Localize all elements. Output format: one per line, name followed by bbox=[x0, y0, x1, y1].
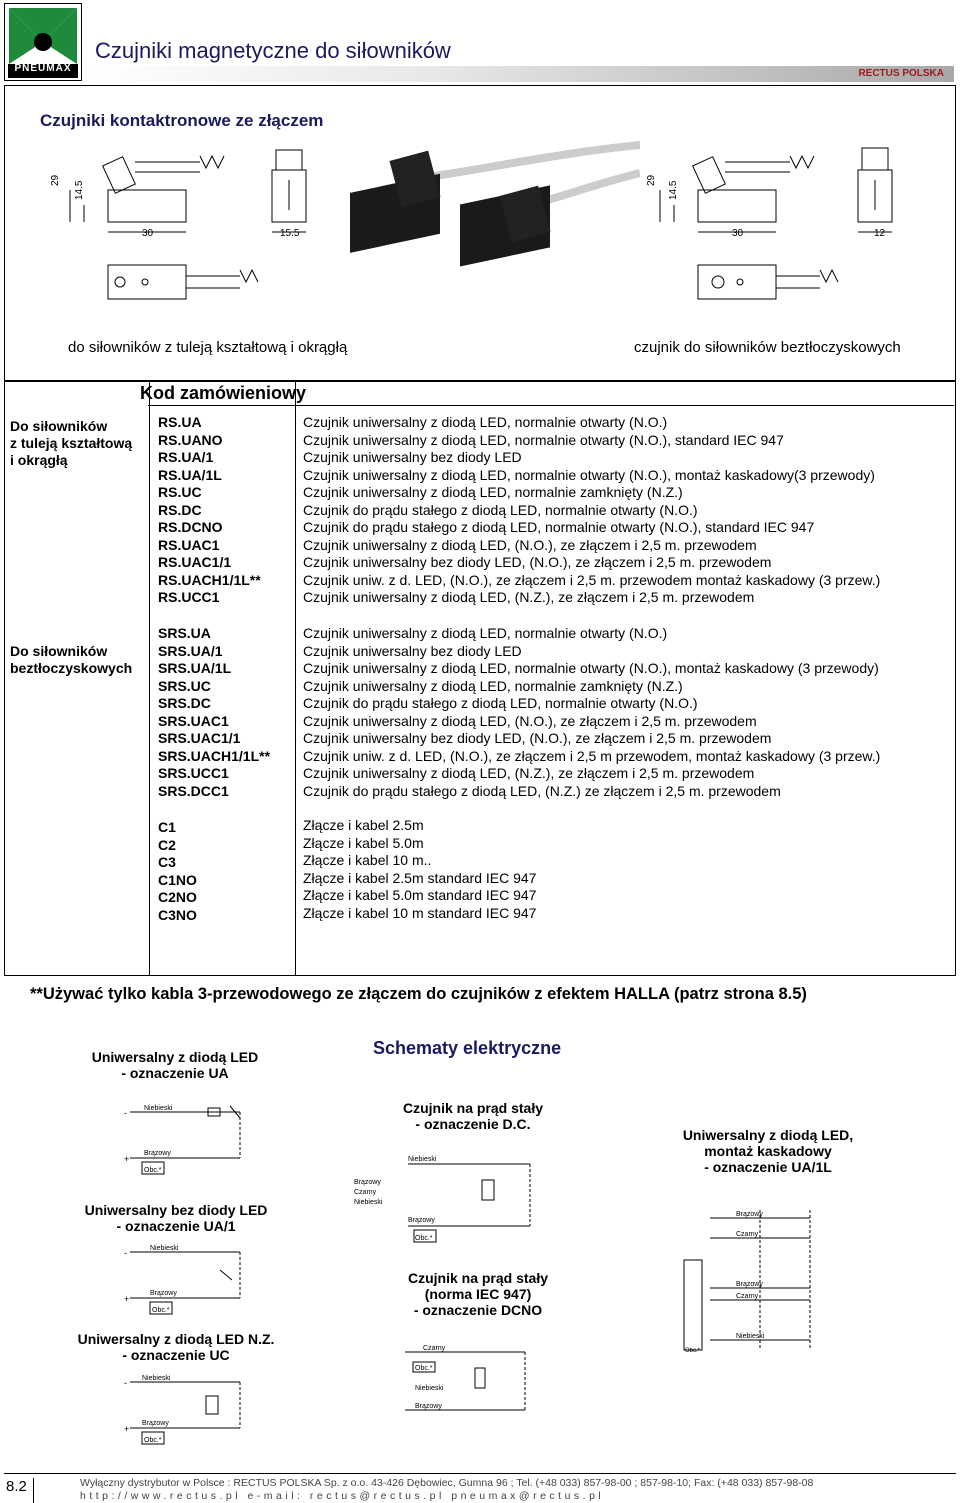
code-item: RS.UACH1/1L** bbox=[158, 571, 261, 588]
schematics-title: Schematy elektryczne bbox=[373, 1038, 562, 1058]
schem-dc-title: Czujnik na prąd stały - oznaczenie D.C. bbox=[402, 1100, 544, 1132]
dim-30: 30 bbox=[142, 228, 154, 239]
desc-item: Czujnik do prądu stałego z diodą LED, normalnie otwarty (N.O.), standard IEC 947 bbox=[303, 519, 815, 535]
left-drawing bbox=[50, 140, 370, 310]
svg-text:Brązowy: Brązowy bbox=[354, 1179, 381, 1186]
desc-item: Czujnik uniwersalny bez diody LED, (N.O.), ze złączem i 2,5 m. przewodem bbox=[303, 730, 772, 746]
svg-text:Niebieski: Niebieski bbox=[142, 1375, 171, 1382]
code-item: RS.UAC1/1 bbox=[158, 554, 232, 570]
desc-item: Złącze i kabel 10 m standard IEC 947 bbox=[303, 904, 537, 921]
code-item: C2 bbox=[158, 836, 176, 853]
schem-ua-title: Uniwersalny z diodą LED - oznaczenie UA bbox=[91, 1049, 259, 1081]
caption-right: czujnik do siłowników beztłoczyskowych bbox=[634, 339, 901, 356]
desc-item: Czujnik do prądu stałego z diodą LED, normalnie otwarty (N.O.) bbox=[303, 695, 698, 711]
desc-item: Czujnik uniwersalny bez diody LED bbox=[303, 449, 522, 465]
desc-item: Złącze i kabel 10 m.. bbox=[303, 852, 432, 868]
desc-item: Złącze i kabel 2.5m standard IEC 947 bbox=[303, 869, 537, 886]
page-number: 8.2 bbox=[6, 1478, 34, 1503]
section-title: Czujniki kontaktronowe ze złączem bbox=[40, 111, 324, 130]
table-header-line bbox=[148, 405, 954, 406]
svg-text:Brązowy: Brązowy bbox=[736, 1211, 763, 1218]
dim-29: 29 bbox=[50, 174, 61, 186]
group2-descriptions bbox=[303, 625, 880, 800]
svg-text:Czarny: Czarny bbox=[354, 1189, 377, 1196]
svg-text:Obc.*: Obc.* bbox=[152, 1307, 170, 1314]
dim-29-right: 29 bbox=[646, 174, 657, 186]
desc-item: Czujnik uniwersalny z diodą LED, (N.O.), ze złączem i 2,5 m. przewodem bbox=[303, 712, 757, 729]
code-item: RS.UA/1L bbox=[158, 466, 222, 483]
desc-item: Czujnik uniwersalny z diodą LED, normalnie zamknięty (N.Z.) bbox=[303, 677, 683, 694]
svg-text:Niebieski: Niebieski bbox=[408, 1156, 437, 1163]
schem-uc-title: Uniwersalny z diodą LED N.Z. - oznaczenie UC bbox=[77, 1331, 275, 1363]
load-label: Obc.* bbox=[144, 1167, 162, 1174]
svg-text:-: - bbox=[124, 1378, 127, 1388]
svg-text:Czarny: Czarny bbox=[736, 1293, 759, 1300]
desc-item: Czujnik uniwersalny bez diody LED, (N.O.), ze złączem i 2,5 m. przewodem bbox=[303, 554, 772, 570]
svg-text:Brązowy: Brązowy bbox=[150, 1290, 177, 1297]
svg-text:+: + bbox=[124, 1424, 130, 1434]
schem-dcno-title: Czujnik na prąd stały (norma IEC 947) - oznaczenie DCNO bbox=[407, 1270, 549, 1318]
svg-text:Brązowy: Brązowy bbox=[408, 1217, 435, 1224]
dim-12-right: 12 bbox=[874, 228, 886, 239]
code-item: C3 bbox=[158, 854, 176, 870]
svg-text:Brązowy: Brązowy bbox=[142, 1420, 169, 1427]
group3-descriptions bbox=[303, 817, 536, 922]
desc-item: Czujnik uniwersalny z diodą LED, (N.O.), ze złączem i 2,5 m. przewodem bbox=[303, 536, 757, 553]
code-item: RS.UA bbox=[158, 414, 202, 430]
code-item: RS.DC bbox=[158, 501, 202, 518]
desc-item: Czujnik uniwersalny z diodą LED, normalnie zamknięty (N.Z.) bbox=[303, 484, 683, 500]
hall-note: **Używać tylko kabla 3-przewodowego ze złączem do czujników z efektem HALLA (patrz strona 8.5) bbox=[30, 985, 807, 1003]
svg-text:Czarny: Czarny bbox=[423, 1345, 446, 1352]
wire-brown-label: Brązowy bbox=[144, 1150, 171, 1157]
schem-ua1l-title: Uniwersalny z diodą LED, montaż kaskadowy - oznaczenie UA/1L bbox=[682, 1127, 854, 1175]
code-item: SRS.UA/1L bbox=[158, 660, 232, 676]
desc-item: Czujnik uniwersalny z diodą LED, normalnie otwarty (N.O.) bbox=[303, 625, 668, 641]
svg-text:Obc.*: Obc.* bbox=[415, 1365, 433, 1372]
code-item: RS.DCNO bbox=[158, 519, 223, 535]
desc-item: Czujnik uniwersalny z diodą LED, normalnie otwarty (N.O.), montaż kaskadowy (3 przewody) bbox=[303, 660, 879, 676]
code-item: RS.UAC1 bbox=[158, 536, 220, 553]
code-item: SRS.UC bbox=[158, 677, 211, 694]
desc-item: Czujnik do prądu stałego z diodą LED, (N.Z.) ze złączem i 2,5 m. przewodem bbox=[303, 782, 781, 799]
circuit-ua1l bbox=[680, 1200, 830, 1370]
code-item: RS.UANO bbox=[158, 431, 223, 448]
svg-text:Obc.*: Obc.* bbox=[144, 1437, 162, 1444]
caption-left: do siłowników z tuleją kształtową i okrągłą bbox=[68, 339, 348, 356]
desc-item: Czujnik uniwersalny z diodą LED, normalnie otwarty (N.O.) bbox=[303, 414, 668, 430]
logo-text: PNEUMAX bbox=[14, 63, 72, 74]
code-item: RS.UC bbox=[158, 484, 202, 500]
code-item: C1 bbox=[158, 819, 176, 835]
svg-text:Brązowy: Brązowy bbox=[736, 1281, 763, 1288]
circuit-ua1 bbox=[120, 1240, 260, 1320]
svg-text:Obc.*: Obc.* bbox=[685, 1348, 701, 1354]
circuit-uc bbox=[120, 1370, 260, 1455]
code-item: SRS.DC bbox=[158, 695, 211, 711]
desc-item: Złącze i kabel 5.0m bbox=[303, 834, 424, 851]
circuit-dcno bbox=[395, 1340, 545, 1420]
sensor-photo bbox=[340, 135, 640, 295]
footer-address: Wyłączny dystrybutor w Polsce : RECTUS POLSKA Sp. z o.o. 43-426 Dębowiec, Gumna 96 ; Tel. (+48 033) 857-98-00 ; 857-98-10; Fax: (+48 033) 857-98-08 bbox=[80, 1477, 814, 1489]
dim-30-right: 30 bbox=[732, 228, 744, 239]
desc-item: Czujnik do prądu stałego z diodą LED, normalnie otwarty (N.O.) bbox=[303, 501, 698, 518]
svg-text:+: + bbox=[124, 1154, 130, 1164]
svg-text:Niebieski: Niebieski bbox=[354, 1199, 383, 1206]
code-item: RS.UA/1 bbox=[158, 449, 214, 465]
desc-item: Złącze i kabel 2.5m bbox=[303, 817, 424, 833]
code-item: SRS.UA/1 bbox=[158, 642, 223, 659]
svg-text:-: - bbox=[124, 1108, 127, 1118]
code-item: SRS.UAC1/1 bbox=[158, 730, 241, 746]
dim-14-5: 14.5 bbox=[74, 180, 85, 200]
svg-text:-: - bbox=[124, 1248, 127, 1258]
table-title: Kod zamówieniowy bbox=[140, 383, 307, 403]
dim-14-5-right: 14.5 bbox=[668, 180, 679, 200]
page-title: Czujniki magnetyczne do siłowników bbox=[95, 38, 451, 63]
schem-ua1-title: Uniwersalny bez diody LED - oznaczenie UA/1 bbox=[84, 1202, 268, 1234]
code-item: RS.UCC1 bbox=[158, 589, 220, 605]
group3-codes bbox=[158, 819, 197, 924]
desc-item: Czujnik uniwersalny bez diody LED bbox=[303, 642, 522, 659]
footer-urls: http://www.rectus.pl e-mail: rectus@rectus.pl pneumax@rectus.pl bbox=[80, 1490, 605, 1502]
desc-item: Czujnik uniwersalny z diodą LED, (N.Z.), ze złączem i 2,5 m. przewodem bbox=[303, 589, 755, 605]
group1-codes bbox=[158, 414, 261, 607]
group2-label: Do siłowników beztłoczyskowych bbox=[10, 643, 133, 676]
desc-item: Czujnik uniwersalny z diodą LED, normalnie otwarty (N.O.), montaż kaskadowy(3 przewody) bbox=[303, 466, 875, 483]
code-item: C2NO bbox=[158, 889, 197, 905]
desc-item: Złącze i kabel 5.0m standard IEC 947 bbox=[303, 887, 537, 903]
circuit-dc bbox=[350, 1150, 550, 1250]
circuit-ua bbox=[120, 1100, 260, 1180]
desc-item: Czujnik uniw. z d. LED, (N.O.), ze złączem i 2,5 m przewodem, montaż kaskadowy (3 przew.) bbox=[303, 747, 881, 764]
header-bar bbox=[88, 66, 954, 82]
group1-descriptions bbox=[303, 414, 880, 607]
dim-15-5: 15.5 bbox=[280, 228, 300, 239]
right-drawing bbox=[640, 140, 940, 310]
svg-text:Niebieski: Niebieski bbox=[415, 1385, 444, 1392]
code-item: SRS.UACH1/1L** bbox=[158, 747, 271, 764]
footer-line bbox=[4, 1473, 956, 1474]
code-item: SRS.UAC1 bbox=[158, 712, 229, 729]
code-item: C1NO bbox=[158, 871, 197, 888]
svg-text:+: + bbox=[124, 1294, 130, 1304]
header-brand: RECTUS POLSKA bbox=[858, 68, 944, 79]
svg-text:Brązowy: Brązowy bbox=[415, 1403, 442, 1410]
desc-item: Czujnik uniw. z d. LED, (N.O.), ze złączem i 2,5 m. przewodem montaż kaskadowy (3 przew.) bbox=[303, 571, 881, 588]
code-item: SRS.UA bbox=[158, 625, 211, 641]
svg-text:Niebieski: Niebieski bbox=[736, 1333, 765, 1340]
code-item: SRS.DCC1 bbox=[158, 782, 229, 799]
desc-item: Czujnik uniwersalny z diodą LED, normalnie otwarty (N.O.), standard IEC 947 bbox=[303, 431, 784, 448]
wire-blue-label: Niebieski bbox=[144, 1105, 173, 1112]
desc-item: Czujnik uniwersalny z diodą LED, (N.Z.), ze złączem i 2,5 m. przewodem bbox=[303, 765, 755, 781]
svg-text:Niebieski: Niebieski bbox=[150, 1245, 179, 1252]
code-item: SRS.UCC1 bbox=[158, 765, 229, 781]
svg-text:Obc.*: Obc.* bbox=[415, 1235, 433, 1242]
group2-codes bbox=[158, 625, 270, 800]
svg-text:Czarny: Czarny bbox=[736, 1231, 759, 1238]
group1-label: Do siłowników z tuleją kształtową i okrągłą bbox=[10, 418, 133, 468]
code-item: C3NO bbox=[158, 906, 197, 923]
